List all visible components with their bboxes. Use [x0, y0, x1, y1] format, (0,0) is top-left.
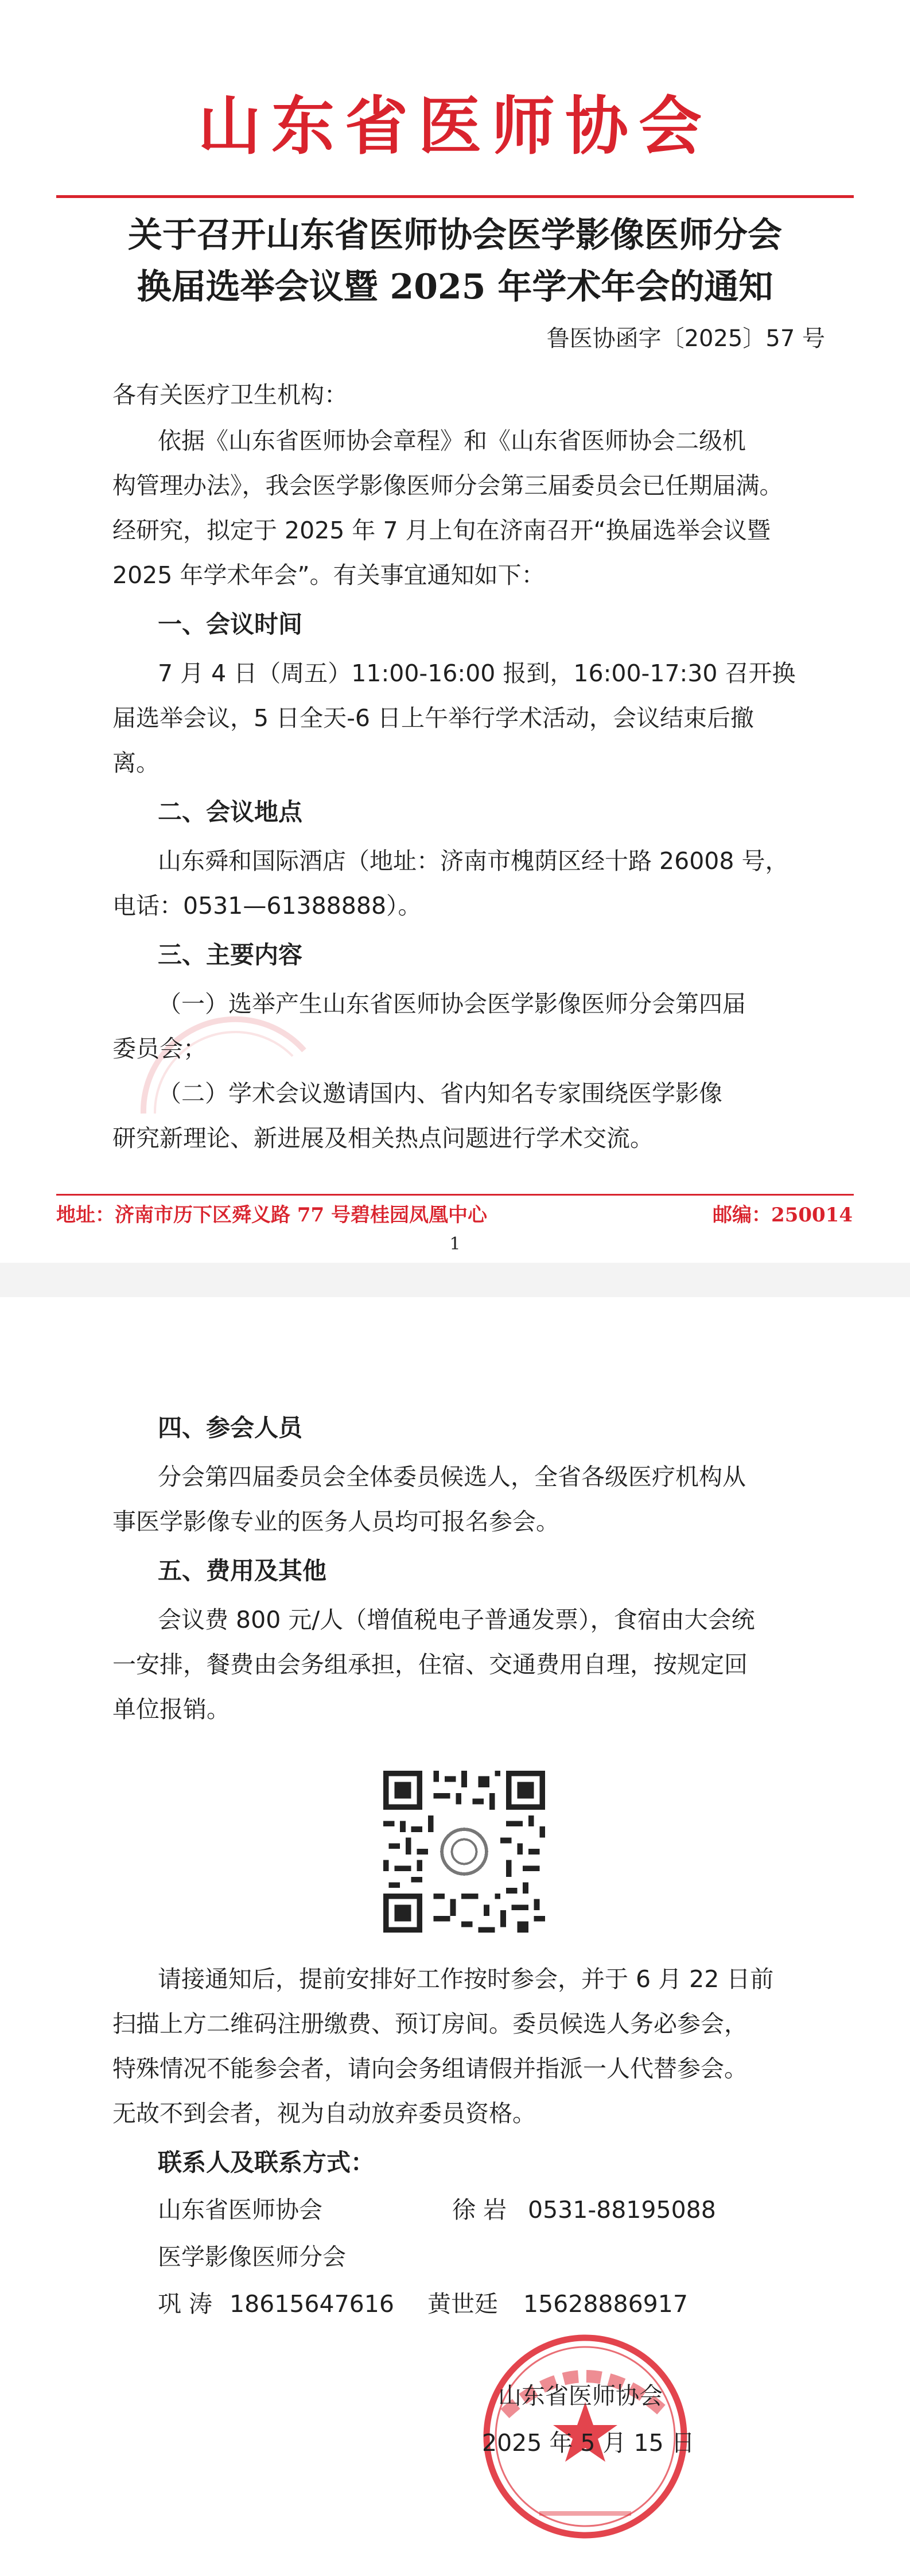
page-number: 1 — [449, 1234, 461, 1254]
signature-org: 山东省医师协会 — [498, 2382, 663, 2410]
footer-red-rule — [56, 1194, 854, 1196]
section-fees-line: 会议费 800 元/人（增值税电子普通发票），食宿由大会统 — [158, 1606, 755, 1634]
section-content-line: （一）选举产生山东省医师协会医学影像医师分会第四届 — [158, 990, 746, 1018]
footer-postcode: 邮编：250014 — [713, 1204, 853, 1227]
page-1 — [0, 0, 910, 1263]
section-heading-participants: 四、参会人员 — [158, 1414, 303, 1442]
letterhead-org-title: 山东省医师协会 — [198, 89, 712, 163]
page-2 — [0, 1297, 910, 2576]
section-fees-line: 单位报销。 — [112, 1696, 230, 1723]
section-participants-line: 事医学影像专业的医务人员均可报名参会。 — [112, 1508, 559, 1535]
document-number: 鲁医协函字〔2025〕57 号 — [546, 325, 825, 352]
contact-person: 黄世廷 — [427, 2290, 498, 2318]
section-heading-fees: 五、费用及其他 — [158, 1557, 327, 1585]
intro-line: 构管理办法》，我会医学影像医师分会第三届委员会已任期届满。 — [112, 472, 783, 499]
salutation: 各有关医疗卫生机构： — [112, 381, 348, 409]
notice-line: 扫描上方二维码注册缴费、预订房间。委员候选人务必参会， — [112, 2010, 748, 2038]
notice-line: 特殊情况不能参会者，请向会务组请假并指派一人代替参会。 — [112, 2055, 748, 2082]
document-title-line-2: 换届选举会议暨 2025 年学术年会的通知 — [137, 267, 773, 307]
section-participants-line: 分会第四届委员会全体委员候选人，全省各级医疗机构从 — [158, 1463, 746, 1491]
contact-phone: 0531-88195088 — [528, 2196, 716, 2224]
letterhead-red-rule — [56, 195, 854, 198]
section-time-line: 届选举会议，5 日全天-6 日上午举行学术活动，会议结束后撤 — [112, 704, 755, 732]
section-heading-time: 一、会议时间 — [158, 610, 303, 638]
section-heading-venue: 二、会议地点 — [158, 798, 303, 826]
section-content-line: （二）学术会议邀请国内、省内知名专家围绕医学影像 — [158, 1080, 722, 1107]
contact-heading: 联系人及联系方式： — [158, 2148, 375, 2177]
section-time-line: 7 月 4 日（周五）11:00-16:00 报到，16:00-17:30 召开换 — [158, 659, 796, 687]
contact-org: 山东省医师协会 — [158, 2196, 322, 2224]
registration-qr-code-icon — [383, 1771, 545, 1933]
contact-person: 巩 涛 — [158, 2290, 213, 2318]
document-title-line-1: 关于召开山东省医师协会医学影像医师分会 — [128, 215, 782, 255]
intro-line: 经研究，拟定于 2025 年 7 月上旬在济南召开“换届选举会议暨 — [112, 517, 771, 544]
section-venue-line: 山东舜和国际酒店（地址：济南市槐荫区经十路 26008 号， — [158, 847, 789, 875]
contact-phone: 15628886917 — [523, 2290, 688, 2318]
section-time-line: 离。 — [112, 749, 160, 777]
notice-line: 无故不到会者，视为自动放弃委员资格。 — [112, 2100, 536, 2127]
intro-line: 2025 年学术年会”。有关事宜通知如下： — [112, 561, 545, 589]
intro-line: 依据《山东省医师协会章程》和《山东省医师协会二级机 — [158, 427, 746, 455]
notice-line: 请接通知后，提前安排好工作按时参会，并于 6 月 22 日前 — [158, 1965, 774, 1993]
contact-org: 医学影像医师分会 — [158, 2243, 346, 2271]
section-content-line: 委员会； — [112, 1035, 207, 1062]
section-fees-line: 一安排，餐费由会务组承担，住宿、交通费用自理，按规定回 — [112, 1651, 748, 1678]
signature-date: 2025 年 5 月 15 日 — [482, 2429, 695, 2457]
section-heading-content: 三、主要内容 — [158, 941, 303, 969]
section-venue-line: 电话：0531—61388888）。 — [112, 892, 422, 920]
contact-phone: 18615647616 — [230, 2290, 394, 2318]
contact-person: 徐 岩 — [452, 2196, 507, 2224]
footer-address: 地址：济南市历下区舜义路 77 号碧桂园凤凰中心 — [56, 1204, 487, 1227]
section-content-line: 研究新理论、新进展及相关热点问题进行学术交流。 — [112, 1124, 654, 1152]
